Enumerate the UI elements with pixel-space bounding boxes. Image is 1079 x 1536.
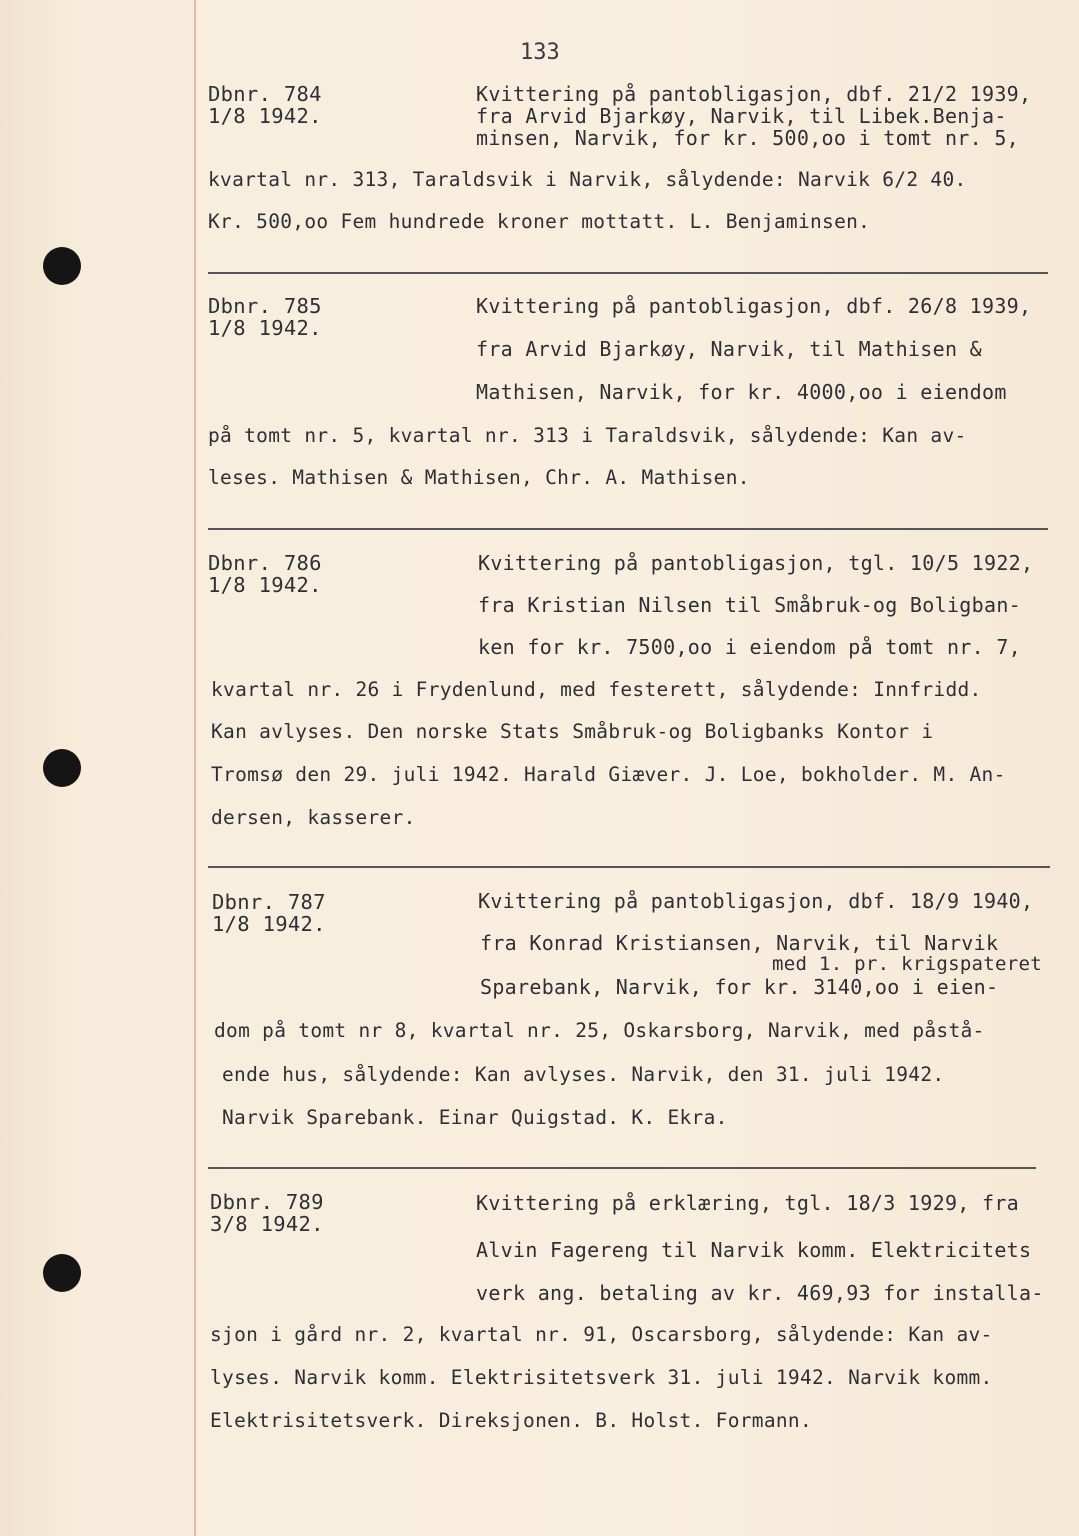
- entry-separator: [208, 272, 1048, 274]
- entry-date: 1/8 1942.: [212, 912, 326, 936]
- entry-date: 1/8 1942.: [208, 316, 322, 340]
- entry-text-line: kvartal nr. 26 i Frydenlund, med festerett, sålydende: Innfridd.: [211, 678, 982, 701]
- entry-text-line: Kvittering på pantobligasjon, dbf. 26/8 1939,: [476, 294, 1032, 318]
- entry-dbnr: Dbnr. 784: [208, 82, 322, 106]
- entry-text-line: Mathisen, Narvik, for kr. 4000,oo i eiendom: [476, 380, 1007, 404]
- entry-separator: [208, 528, 1048, 530]
- entry-text-line: Elektrisitetsverk. Direksjonen. B. Holst. Formann.: [210, 1409, 812, 1432]
- entry-text-line: Tromsø den 29. juli 1942. Harald Giæver. J. Loe, bokholder. M. An-: [211, 763, 1006, 786]
- entry-dbnr: Dbnr. 789: [210, 1190, 324, 1214]
- entry-text-line: dersen, kasserer.: [211, 806, 416, 829]
- entry-separator: [208, 866, 1050, 868]
- page-number: 133: [520, 40, 560, 65]
- entry-text-line: Narvik Sparebank. Einar Quigstad. K. Ekra.: [222, 1106, 728, 1129]
- entry-dbnr: Dbnr. 785: [208, 294, 322, 318]
- entry-text-line: Sparebank, Narvik, for kr. 3140,oo i eien-: [480, 975, 999, 999]
- entry-text-line: Kvittering på pantobligasjon, dbf. 21/2 1939,: [476, 82, 1032, 106]
- entry-text-line: Kan avlyses. Den norske Stats Småbruk-og Boligbanks Kontor i: [211, 720, 934, 743]
- entry-text-line: lyses. Narvik komm. Elektrisitetsverk 31. juli 1942. Narvik komm.: [210, 1366, 993, 1389]
- entry-text-line: sjon i gård nr. 2, kvartal nr. 91, Oscarsborg, sålydende: Kan av-: [210, 1323, 993, 1346]
- entry-text-line: kvartal nr. 313, Taraldsvik i Narvik, sålydende: Narvik 6/2 40.: [208, 168, 967, 191]
- entry-date: 1/8 1942.: [208, 104, 322, 128]
- entry-date: 3/8 1942.: [210, 1212, 324, 1236]
- entry-text-line: fra Arvid Bjarkøy, Narvik, til Libek.Benja-: [476, 104, 1007, 128]
- entry-text-line: Kr. 500,oo Fem hundrede kroner mottatt. L. Benjaminsen.: [208, 210, 871, 233]
- entry-dbnr: Dbnr. 786: [208, 551, 322, 575]
- entry-date: 1/8 1942.: [208, 573, 322, 597]
- margin-rule: [194, 0, 196, 1536]
- entry-text-line: ken for kr. 7500,oo i eiendom på tomt nr. 7,: [478, 635, 1022, 659]
- entry-text-line: fra Kristian Nilsen til Småbruk-og Boligban-: [478, 593, 1022, 617]
- handwritten-annotation: med 1. pr. krigspateret: [772, 953, 1042, 975]
- entry-text-line: ende hus, sålydende: Kan avlyses. Narvik, den 31. juli 1942.: [222, 1063, 945, 1086]
- entry-text-line: på tomt nr. 5, kvartal nr. 313 i Taraldsvik, sålydende: Kan av-: [208, 424, 967, 447]
- punch-hole: [43, 1254, 81, 1292]
- entry-text-line: Kvittering på pantobligasjon, dbf. 18/9 1940,: [478, 889, 1034, 913]
- entry-text-line: verk ang. betaling av kr. 469,93 for installa-: [476, 1281, 1044, 1305]
- entry-separator: [208, 1167, 1036, 1169]
- entry-text-line: fra Konrad Kristiansen, Narvik, til Narvik: [480, 931, 999, 955]
- entry-text-line: Alvin Fagereng til Narvik komm. Elektricitets: [476, 1238, 1032, 1262]
- entry-text-line: fra Arvid Bjarkøy, Narvik, til Mathisen &: [476, 337, 982, 361]
- punch-hole: [43, 749, 81, 787]
- entry-text-line: Kvittering på pantobligasjon, tgl. 10/5 1922,: [478, 551, 1034, 575]
- punch-hole: [43, 247, 81, 285]
- entry-text-line: Kvittering på erklæring, tgl. 18/3 1929, fra: [476, 1191, 1020, 1215]
- entry-text-line: minsen, Narvik, for kr. 500,oo i tomt nr. 5,: [476, 126, 1020, 150]
- entry-text-line: dom på tomt nr 8, kvartal nr. 25, Oskarsborg, Narvik, med påstå-: [214, 1019, 985, 1042]
- entry-text-line: leses. Mathisen & Mathisen, Chr. A. Mathisen.: [208, 466, 750, 489]
- entry-dbnr: Dbnr. 787: [212, 890, 326, 914]
